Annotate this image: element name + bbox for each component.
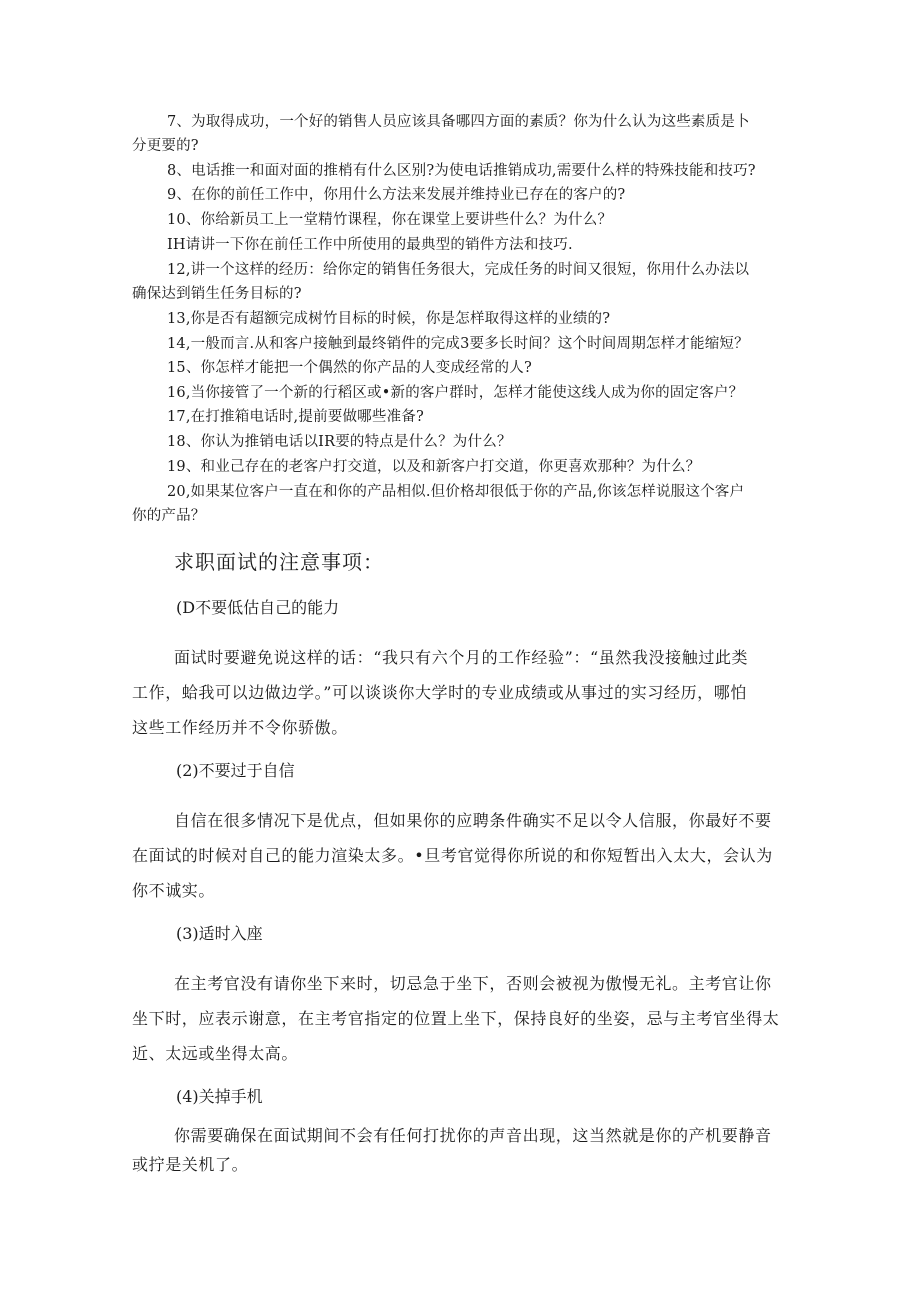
tip-4-line-1: 你需要确保在面试期间不会有任何打扰你的声音出现，这当然就是你的产机要静音: [174, 1126, 772, 1145]
tip-1-line-3: 这些工作经历并不令你骄傲。: [132, 718, 348, 737]
question-14: 14,一般而言.从和客户接触到最终销件的完成3要多长时间？这个时间周期怎样才能缩短？: [167, 336, 749, 352]
question-9: 9、在你的前任工作中，你用什么方法来发展并维持业已存在的客户的?: [167, 187, 626, 203]
question-19: 19、和业己存在的老客户打交道，以及和新客户打交道，你更喜欢那种？为什么？: [167, 459, 701, 475]
question-11: IH请讲一下你在前任工作中所使用的最典型的销件方法和技巧.: [167, 237, 573, 253]
tip-1-line-2: 工作，蛤我可以边做边学。”可以谈谈你大学时的专业成绩或从事过的实习经历，哪怕: [132, 683, 747, 702]
question-12-continued: 确保达到销生任务目标的?: [132, 286, 302, 302]
question-16: 16,当你接管了一个新的行稻区或•新的客户群时，怎样才能使这线人成为你的固定客户？: [167, 385, 744, 401]
tip-1-title: (D不要低估自己的能力: [176, 598, 340, 617]
tip-2-line-1: 自信在很多情况下是优点，但如果你的应聘条件确实不足以令人信服，你最好不要: [174, 811, 772, 830]
tip-4-line-2: 或拧是关机了。: [132, 1155, 249, 1174]
question-13: 13,你是否有超额完成树竹目标的时候，你是怎样取得这样的业绩的?: [167, 311, 611, 327]
question-18: 18、你认为推销电话以IR要的特点是什么？为什么？: [167, 434, 512, 450]
tip-3-line-1: 在主考官没有请你坐下来时，切忌急于坐下，否则会被视为傲慢无礼。主考官让你: [174, 974, 772, 993]
notes-heading: 求职面试的注意事项：: [174, 550, 384, 574]
tip-3-title: (3)适时入座: [176, 924, 263, 943]
question-20: 20,如果某位客户一直在和你的产品相似.但价格却很低于你的产品,你该怎样说服这个客户: [167, 484, 745, 500]
question-17: 17,在打推箱电话时,提前要做哪些准备?: [167, 409, 424, 425]
tip-2-title: (2)不要过于自信: [176, 761, 295, 780]
question-15: 15、你怎样才能把一个偶然的你产品的人变成经常的人?: [167, 360, 532, 376]
question-20-continued: 你的产品？: [132, 508, 206, 524]
question-7: 7、为取得成功，一个好的销售人员应该具备哪四方面的素质？你为什么认为这些素质是卜: [167, 114, 750, 130]
tip-3-line-3: 近、太远或坐得太高。: [132, 1044, 299, 1063]
tip-2-line-2: 在面试的时候对自己的能力渲染太多。•旦考官觉得你所说的和你短暂出入太大，会认为: [132, 846, 773, 865]
tip-1-line-1: 面试时要避免说这样的话：“我只有六个月的工作经验”：“虽然我没接触过此类: [174, 648, 749, 667]
question-10: 10、你给新员工上一堂精竹课程，你在课堂上要讲些什么？为什么？: [167, 212, 613, 228]
tip-4-title: (4)关掉手机: [176, 1087, 263, 1106]
question-7-continued: 分更要的?: [132, 138, 199, 154]
question-12: 12,讲一个这样的经历：给你定的销售任务很大，完成任务的时间又很短，你用什么办法以: [167, 262, 750, 278]
tip-3-line-2: 坐下时，应表示谢意，在主考官指定的位置上坐下，保持良好的坐姿，忌与主考官坐得太: [132, 1009, 780, 1028]
question-8: 8、电话推一和面对面的推梢有什么区别?为使电话推销成功,需要什么样的特殊技能和技巧?: [167, 163, 756, 179]
tip-2-line-3: 你不诚实。: [132, 881, 216, 900]
